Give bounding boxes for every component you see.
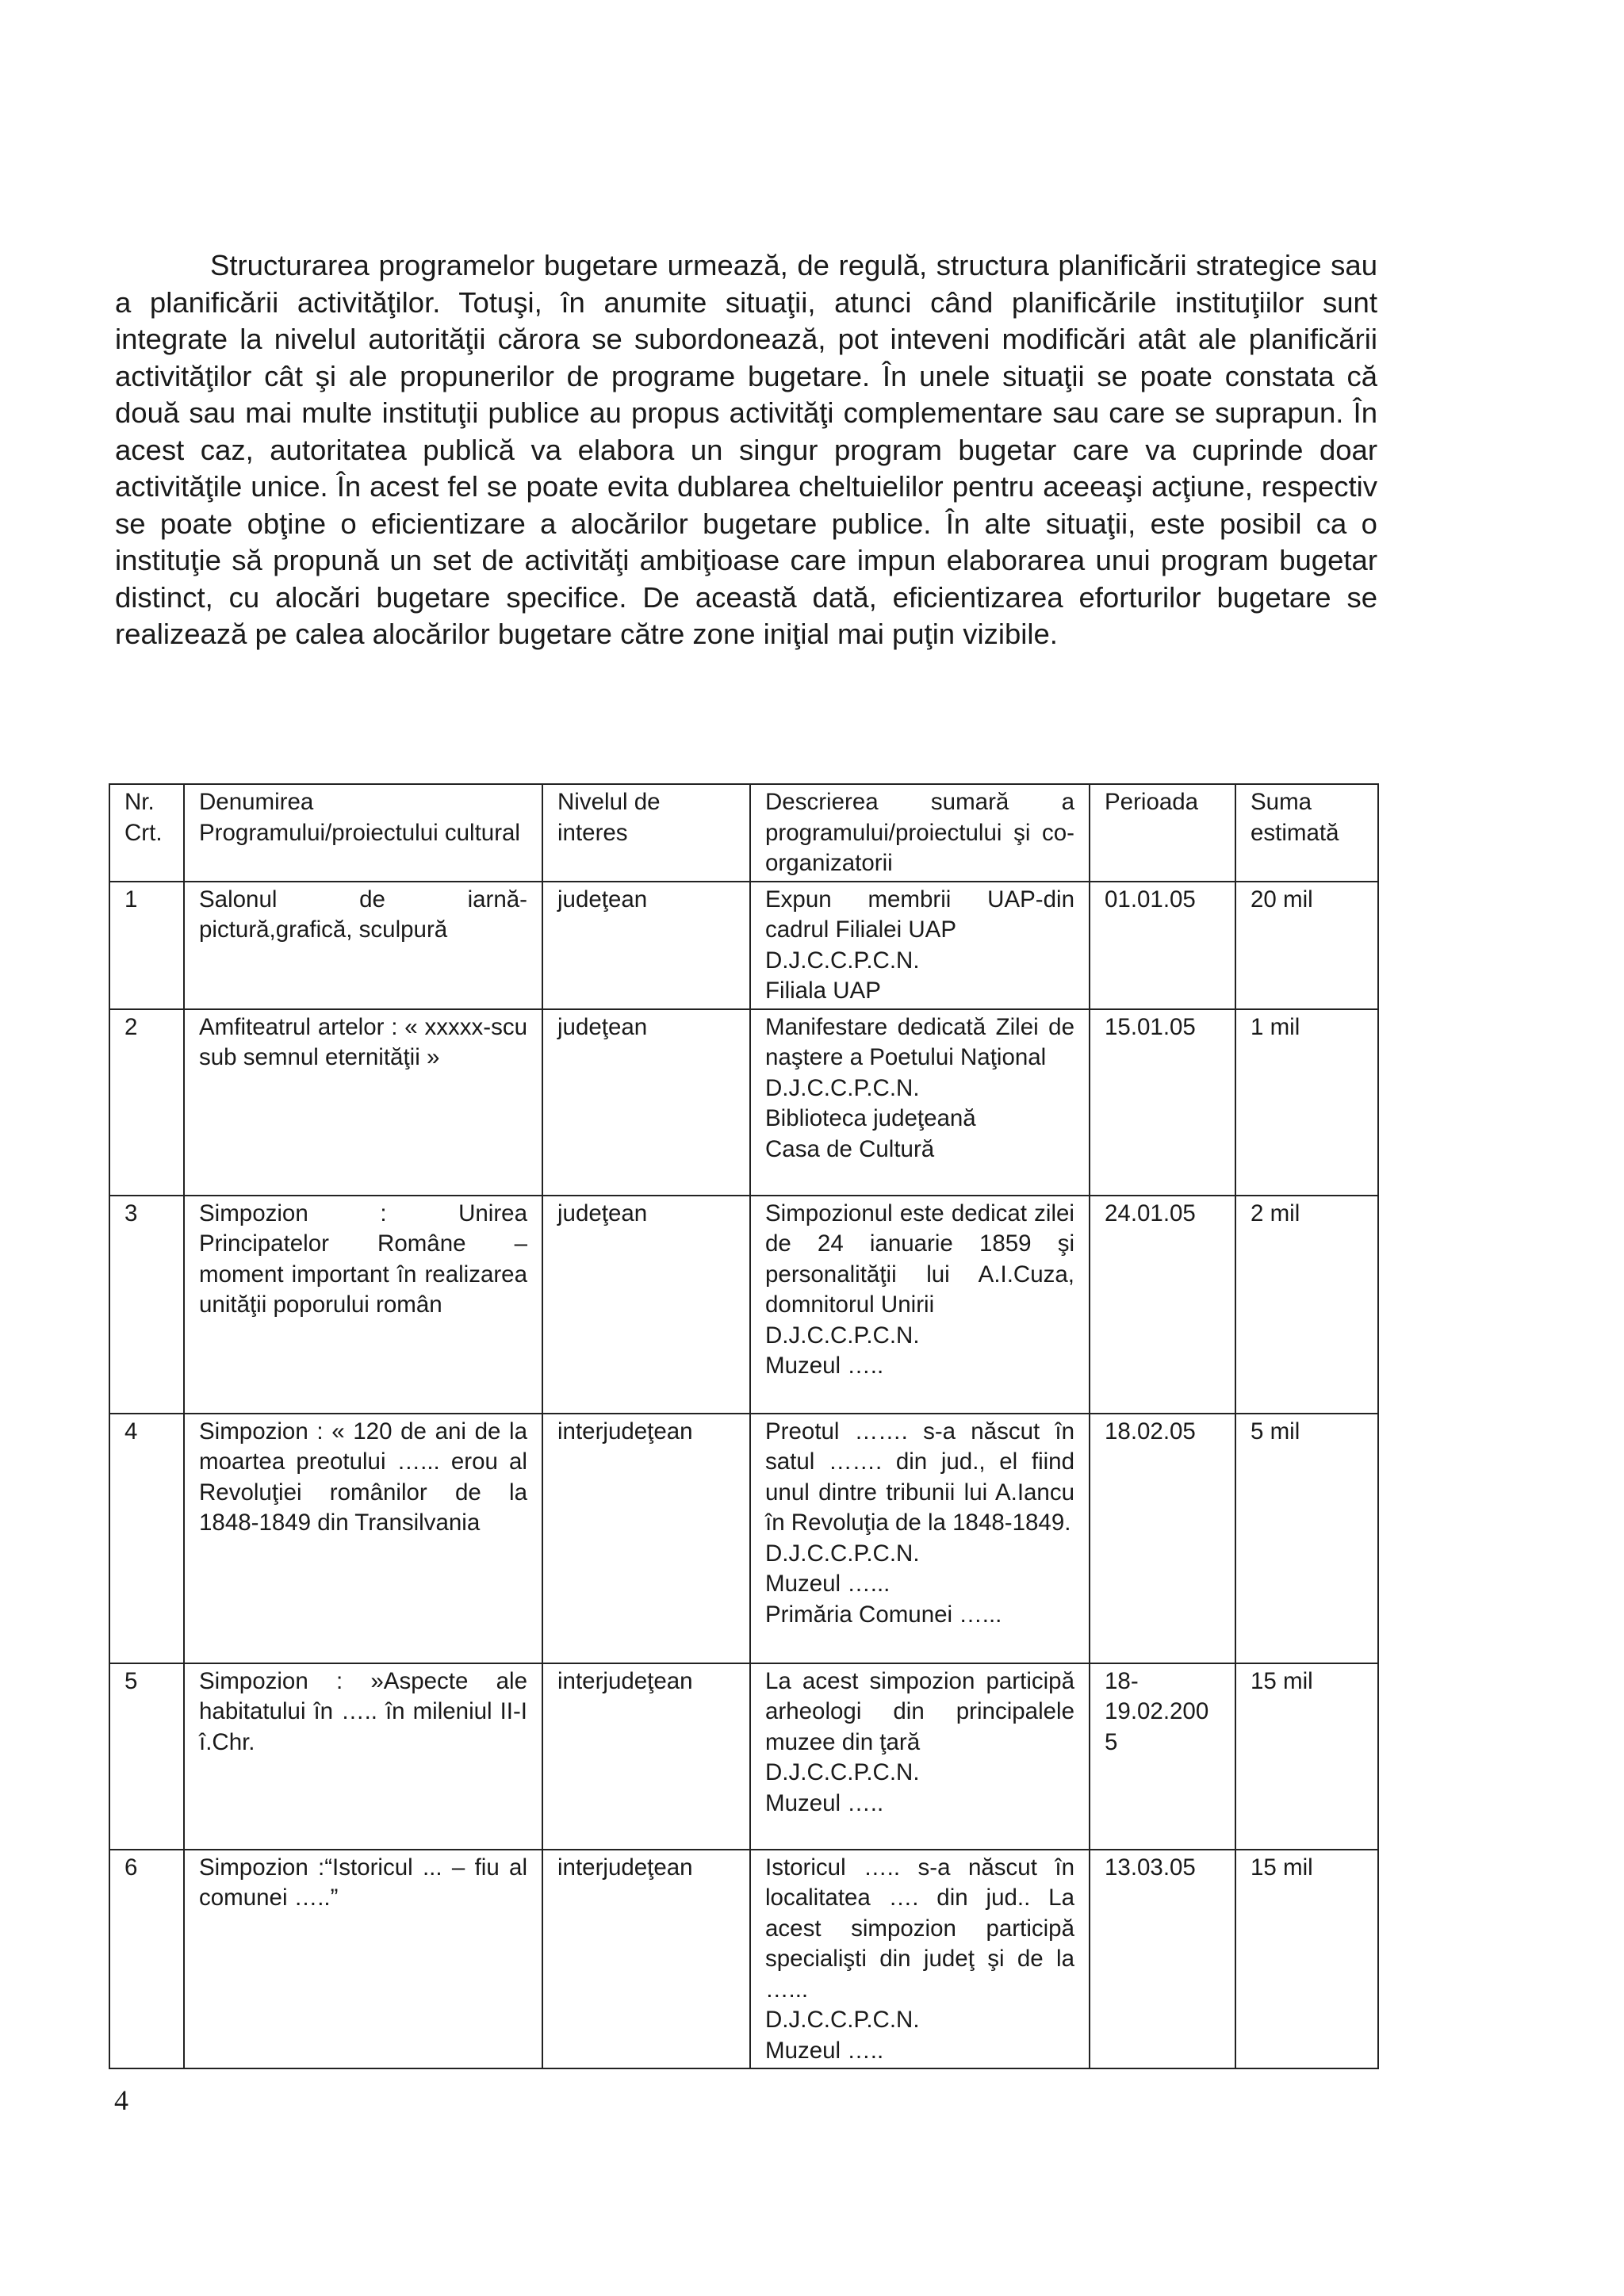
row-level: interjudeţean <box>542 1850 750 2069</box>
row-sum: 20 mil <box>1235 882 1378 1009</box>
desc-line: Expun membrii UAP-din cadrul Filialei UAP <box>765 886 1074 943</box>
row-desc <box>750 1009 1090 1196</box>
header-sum: Suma estimată <box>1235 784 1378 882</box>
page-number: 4 <box>114 2084 128 2116</box>
row-name: Salonul de iarnă-pictură,grafică, sculpură <box>184 882 542 1009</box>
row-desc <box>750 1414 1090 1663</box>
row-desc <box>750 1850 1090 2069</box>
row-nr: 3 <box>109 1196 184 1414</box>
row-name: Simpozion :“Istoricul ... – fiu al comunei …..” <box>184 1850 542 2069</box>
header-period: Perioada <box>1090 784 1235 882</box>
table-row <box>109 1196 1378 1414</box>
row-desc <box>750 882 1090 1009</box>
row-sum: 15 mil <box>1235 1663 1378 1850</box>
table-row <box>109 1009 1378 1196</box>
row-name: Simpozion : Unirea Principatelor Române – moment important în realizarea unităţii poporului român <box>184 1196 542 1414</box>
row-period: 24.01.05 <box>1090 1196 1235 1414</box>
row-sum: 1 mil <box>1235 1009 1378 1196</box>
header-level: Nivelul de interes <box>542 784 750 882</box>
row-period: 13.03.05 <box>1090 1850 1235 2069</box>
desc-line: D.J.C.C.P.C.N. <box>765 947 920 974</box>
row-level: interjudeţean <box>542 1414 750 1663</box>
row-level: judeţean <box>542 1009 750 1196</box>
table-row <box>109 1850 1378 2069</box>
desc-line: Manifestare dedicată Zilei de naştere a Poetului Naţional <box>765 1013 1074 1070</box>
row-name: Simpozion : »Aspecte ale habitatului în ….. în mileniul II-I î.Chr. <box>184 1663 542 1850</box>
row-nr: 4 <box>109 1414 184 1663</box>
row-name: Simpozion : « 120 de ani de la moartea preotului …... erou al Revoluţiei românilor de la 1848-1849 din Transilvania <box>184 1414 542 1663</box>
desc-line: Biblioteca judeţeană <box>765 1105 976 1131</box>
desc-line: Casa de Cultură <box>765 1135 935 1162</box>
desc-line: Muzeul ….. <box>765 2037 884 2064</box>
row-level: judeţean <box>542 1196 750 1414</box>
programs-table <box>109 783 1379 2069</box>
row-nr: 2 <box>109 1009 184 1196</box>
table-row <box>109 882 1378 1009</box>
desc-line: Muzeul ….. <box>765 1353 884 1379</box>
desc-line: Filiala UAP <box>765 978 881 1004</box>
row-nr: 1 <box>109 882 184 1009</box>
header-name: Denumirea Programului/proiectului cultural <box>184 784 542 882</box>
desc-line: La acest simpozion participă arheologi din principalele muzee din ţară <box>765 1667 1074 1755</box>
desc-line: D.J.C.C.P.C.N. <box>765 1074 920 1101</box>
row-period: 15.01.05 <box>1090 1009 1235 1196</box>
row-level: interjudeţean <box>542 1663 750 1850</box>
row-nr: 6 <box>109 1850 184 2069</box>
intro-paragraph: Structurarea programelor bugetare urmează, de regulă, structura planificării strategice sau a planificării activităţilor. Totuşi, în anumite situaţii, atunci când planificările instituţiilor sunt integrate la nivelul autorităţii cărora se subordonează, pot inteveni modificări atât ale planificării activităţilor cât şi ale propunerilor de programe bugetare. În unele situaţii se poate constata că două sau mai multe instituţii publice au propus activităţi complementare sau care se suprapun. În acest caz, autoritatea publică va elabora un singur program bugetar care va cuprinde doar activităţile unice. În acest fel se poate evita dublarea cheltuielilor pentru aceeaşi acţiune, respectiv se poate obţine o eficientizare a alocărilor bugetare publice. În alte situaţii, este posibil ca o instituţie să propună un set de activităţi ambiţioase care impun elaborarea unui program bugetar distinct, cu alocări bugetare specifice. De această dată, eficientizarea eforturilor bugetare se realizează pe calea alocărilor bugetare către zone iniţial mai puţin vizibile. <box>115 249 1377 650</box>
row-desc <box>750 1663 1090 1850</box>
desc-line: Simpozionul este dedicat zilei de 24 ianuarie 1859 şi personalităţii lui A.I.Cuza, domnitorul Unirii <box>765 1200 1074 1318</box>
desc-line: D.J.C.C.P.C.N. <box>765 2007 920 2033</box>
desc-line: Primăria Comunei …... <box>765 1601 1002 1628</box>
desc-line: Muzeul ….. <box>765 1789 884 1816</box>
desc-line: Preotul ……. s-a născut în satul ……. din jud., el fiind unul dintre tribunii lui A.Iancu în Revoluţia de la 1848-1849. <box>765 1418 1074 1536</box>
row-period: 01.01.05 <box>1090 882 1235 1009</box>
desc-line: D.J.C.C.P.C.N. <box>765 1322 920 1349</box>
desc-line: Muzeul …... <box>765 1571 891 1597</box>
table-header-row <box>109 784 1378 882</box>
table-row <box>109 1414 1378 1663</box>
header-desc: Descrierea sumară a programului/proiectului şi co-organizatorii <box>750 784 1090 882</box>
row-period: 18.02.05 <box>1090 1414 1235 1663</box>
row-nr: 5 <box>109 1663 184 1850</box>
header-nr: Nr. Crt. <box>109 784 184 882</box>
desc-line: Istoricul ….. s-a născut în localitatea …. din jud.. La acest simpozion participă specialişti din judeţ şi de la …... <box>765 1854 1074 2003</box>
row-sum: 15 mil <box>1235 1850 1378 2069</box>
desc-line: D.J.C.C.P.C.N. <box>765 1540 920 1567</box>
row-sum: 5 mil <box>1235 1414 1378 1663</box>
row-level: judeţean <box>542 882 750 1009</box>
row-name: Amfiteatrul artelor : « xxxxx-scu sub semnul eternităţii » <box>184 1009 542 1196</box>
desc-line: D.J.C.C.P.C.N. <box>765 1759 920 1785</box>
row-sum: 2 mil <box>1235 1196 1378 1414</box>
row-period: 18-19.02.2005 <box>1090 1663 1235 1850</box>
row-desc <box>750 1196 1090 1414</box>
table-row <box>109 1663 1378 1850</box>
